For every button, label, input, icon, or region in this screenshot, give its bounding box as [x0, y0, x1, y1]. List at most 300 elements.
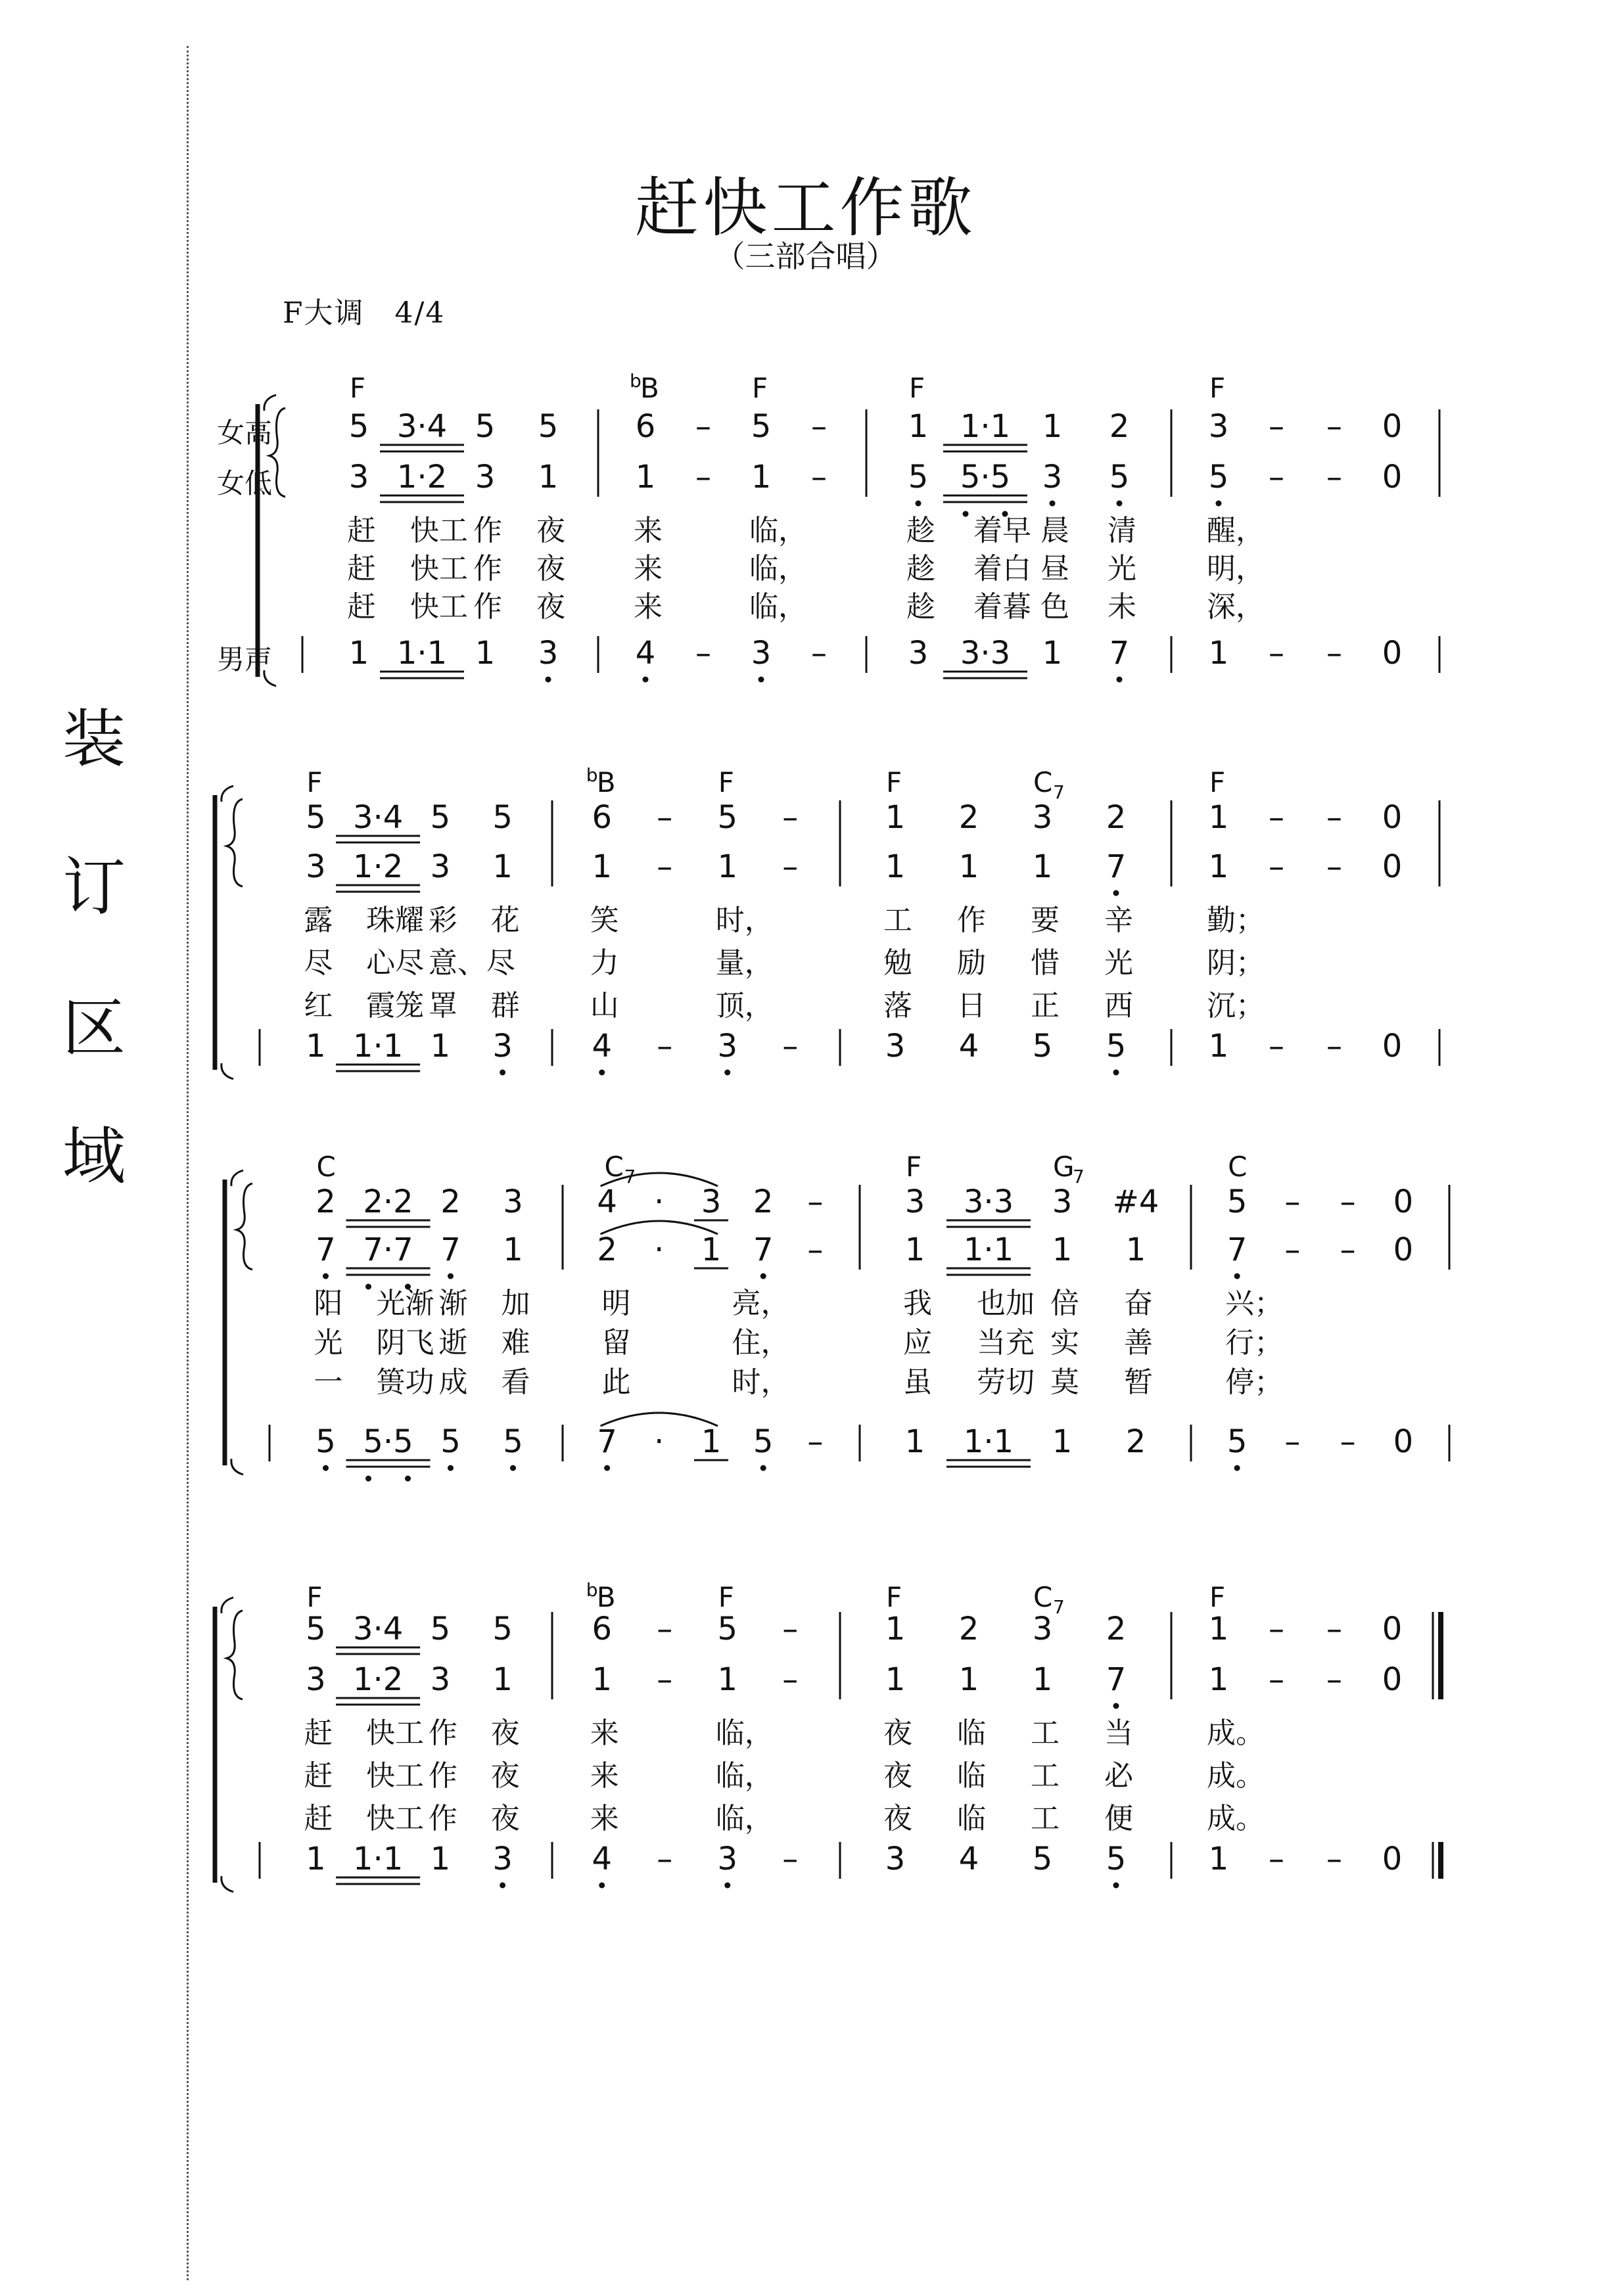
- men-note: –: [1269, 1841, 1284, 1877]
- lyric-verse-3: 山: [590, 989, 619, 1022]
- men-note: 5·5: [363, 1423, 413, 1460]
- lyric-verse-2: 必: [1104, 1759, 1133, 1793]
- alto-note: –: [695, 459, 711, 495]
- lyric-verse-2: 难: [501, 1326, 530, 1360]
- alto-note: 1: [1208, 1661, 1229, 1698]
- alto-note: 1: [1032, 1661, 1053, 1698]
- system-3-bracket-hook: [231, 1459, 243, 1475]
- alto-note: 3: [430, 1661, 451, 1698]
- lyric-verse-2: 工: [1031, 1759, 1060, 1793]
- lyric-verse-1: 阳: [314, 1287, 343, 1320]
- soprano-note: 2: [958, 799, 979, 836]
- lyric-verse-2: 住，: [732, 1326, 790, 1360]
- lyric-verse-1: 作: [957, 904, 986, 937]
- lyric-verse-3: 霞笼: [366, 989, 425, 1022]
- lyric-verse-1: 要: [1031, 904, 1060, 937]
- lyric-verse-3: 临，: [749, 590, 807, 624]
- lyric-verse-3: 落: [883, 989, 912, 1022]
- lyric-verse-1: 作: [473, 514, 502, 547]
- alto-note: –: [782, 848, 799, 885]
- men-note: –: [782, 1028, 799, 1065]
- alto-note: 0: [1393, 1231, 1414, 1268]
- men-note: 5: [1032, 1028, 1053, 1065]
- alto-note: 3: [1042, 459, 1063, 495]
- men-note: 3: [751, 635, 772, 672]
- lyric-verse-1: 露: [304, 904, 333, 937]
- lyric-verse-3: 日: [957, 989, 986, 1022]
- soprano-note: –: [1269, 408, 1284, 445]
- lyric-verse-3: 来: [590, 1802, 619, 1835]
- soprano-note: #4: [1112, 1183, 1159, 1220]
- men-note: 5: [1032, 1841, 1053, 1877]
- lyric-verse-1: 我: [903, 1287, 932, 1320]
- soprano-note: 1: [908, 408, 929, 445]
- binding-area-char-4: 域: [62, 1120, 126, 1193]
- men-note: 4: [635, 635, 656, 672]
- lyric-verse-2: 临: [957, 1759, 986, 1793]
- lyric-verse-1: 快工: [410, 514, 468, 547]
- lyric-verse-2: 当充: [977, 1326, 1035, 1360]
- men-note: 1: [1208, 1841, 1229, 1877]
- chord-symbol: G: [1053, 1151, 1075, 1183]
- binding-area-char-2: 订: [62, 850, 126, 924]
- lyric-verse-2: 来: [634, 552, 663, 585]
- soprano-note: 5: [430, 799, 451, 836]
- key-and-meter: F大调 4/4: [283, 296, 446, 330]
- lyric-verse-1: 也加: [977, 1287, 1035, 1320]
- soprano-note: 1: [1042, 408, 1063, 445]
- lyric-verse-3: 快工: [366, 1802, 425, 1835]
- soprano-note: –: [1284, 1183, 1301, 1220]
- lyric-verse-3: 夜: [536, 590, 565, 624]
- alto-note: –: [1326, 848, 1342, 885]
- lyric-verse-2: 趁: [906, 552, 935, 585]
- part-label-men: 男声: [217, 643, 273, 676]
- lyric-verse-1: 夜: [536, 514, 565, 547]
- lyric-verse-2: 夜: [536, 552, 565, 585]
- men-octave-dot: [1117, 677, 1123, 683]
- alto-octave-dot: [448, 1274, 454, 1279]
- system-2-upper-voices-brace: [227, 799, 243, 886]
- soprano-note: 2: [1109, 408, 1130, 445]
- men-octave-dot: [604, 1465, 610, 1471]
- lyric-verse-3: 时，: [732, 1366, 790, 1399]
- lyric-verse-1: 光渐: [376, 1287, 434, 1320]
- men-note: 5: [503, 1423, 523, 1460]
- lyric-verse-3: 莫: [1050, 1366, 1079, 1399]
- lyric-verse-2: 作: [473, 552, 502, 585]
- chord-symbol: C: [316, 1151, 336, 1183]
- soprano-note: –: [695, 408, 711, 445]
- alto-octave-dot: [1113, 890, 1119, 896]
- lyric-verse-2: 临，: [749, 552, 807, 585]
- chord-symbol: F: [350, 372, 366, 404]
- alto-note: –: [1284, 1231, 1301, 1268]
- men-note: 3: [492, 1028, 513, 1065]
- men-octave-dot: [448, 1465, 454, 1471]
- lyric-verse-1: 兴；: [1225, 1287, 1284, 1320]
- alto-note: 1: [1052, 1231, 1073, 1268]
- men-note: –: [811, 635, 827, 672]
- soprano-note: 2: [753, 1183, 774, 1220]
- men-note: ·: [654, 1423, 665, 1460]
- chord-symbol-subscript: 7: [1073, 1166, 1085, 1187]
- lyric-verse-2: 来: [590, 1759, 619, 1793]
- alto-note: –: [1340, 1231, 1356, 1268]
- lyric-verse-1: 辛: [1104, 904, 1133, 937]
- alto-note: 1·1: [963, 1231, 1014, 1268]
- lyric-verse-2: 意、尽: [428, 946, 515, 980]
- alto-note: –: [657, 848, 673, 885]
- alto-note: –: [1326, 459, 1342, 495]
- alto-note: 3: [306, 848, 326, 885]
- lyric-verse-3: 虽: [903, 1366, 932, 1399]
- men-octave-dot: [405, 1476, 411, 1482]
- men-note: –: [695, 635, 711, 672]
- lyric-verse-3: 色: [1040, 590, 1069, 624]
- soprano-note: 3·4: [396, 408, 448, 445]
- men-note: –: [1340, 1423, 1356, 1460]
- chord-symbol: B: [640, 372, 659, 404]
- men-note: 1·1: [963, 1423, 1014, 1460]
- men-note: 5: [1106, 1841, 1127, 1877]
- lyric-verse-3: 暂: [1124, 1366, 1153, 1399]
- soprano-note: 3·4: [352, 1611, 404, 1647]
- alto-note: 1: [635, 459, 656, 495]
- alto-note: 1: [1125, 1231, 1146, 1268]
- chord-symbol: F: [752, 372, 768, 404]
- lyric-verse-3: 着暮: [973, 590, 1031, 624]
- system-4-bracket-hook: [222, 1597, 233, 1613]
- men-note: 5: [753, 1423, 774, 1460]
- men-note: 3: [492, 1841, 513, 1877]
- soprano-note: 5: [306, 799, 326, 836]
- men-octave-dot: [1113, 1070, 1119, 1076]
- men-note: 7: [1109, 635, 1130, 672]
- men-note: 4: [958, 1841, 979, 1877]
- alto-note: –: [1269, 459, 1284, 495]
- men-note: 4: [958, 1028, 979, 1065]
- men-octave-dot: [546, 677, 551, 683]
- chord-symbol: F: [909, 372, 925, 404]
- lyric-verse-3: 便: [1104, 1802, 1133, 1835]
- lyric-verse-2: 尽: [304, 946, 333, 980]
- men-octave-dot: [599, 1070, 605, 1076]
- lyric-verse-3: 作: [428, 1802, 457, 1835]
- lyric-verse-1: 倍: [1050, 1287, 1079, 1320]
- lyric-verse-2: 着白: [973, 552, 1031, 585]
- lyric-verse-2: 明，: [1207, 552, 1265, 585]
- alto-note: 1: [492, 848, 513, 885]
- lyric-verse-1: 花: [490, 904, 520, 937]
- system-2-bracket-hook: [222, 786, 233, 802]
- soprano-note: –: [782, 1611, 799, 1647]
- men-note: 3: [538, 635, 559, 672]
- men-note: 1: [430, 1841, 451, 1877]
- chord-symbol: B: [596, 766, 616, 798]
- chord-symbol-flat: b: [586, 1579, 598, 1601]
- lyric-verse-3: 正: [1031, 989, 1060, 1022]
- men-octave-dot: [643, 677, 649, 683]
- alto-note: 1: [958, 848, 979, 885]
- alto-note: –: [782, 1661, 799, 1698]
- lyric-verse-3: 停；: [1225, 1366, 1284, 1399]
- alto-note: 0: [1382, 1661, 1403, 1698]
- chord-symbol-flat: b: [586, 764, 598, 786]
- men-octave-dot: [724, 1883, 730, 1889]
- lyric-verse-2: 勉: [883, 946, 912, 980]
- soprano-note: 1: [1208, 799, 1229, 836]
- alto-note: –: [811, 459, 827, 495]
- alto-note: 1: [717, 848, 738, 885]
- song-subtitle: （三部合唱）: [714, 239, 897, 274]
- soprano-note: –: [782, 799, 799, 836]
- chord-symbol: C: [604, 1151, 624, 1183]
- lyric-verse-3: 红: [304, 989, 333, 1022]
- alto-note: 7: [1226, 1231, 1248, 1268]
- men-note: 5: [315, 1423, 336, 1460]
- chord-symbol: F: [886, 766, 902, 798]
- soprano-note: 1: [885, 1611, 906, 1647]
- soprano-note: 5: [492, 1611, 513, 1647]
- men-note: 0: [1393, 1423, 1414, 1460]
- soprano-note: 5: [306, 1611, 326, 1647]
- men-note: –: [807, 1423, 824, 1460]
- alto-octave-dot: [963, 511, 969, 517]
- lyric-verse-3: 一: [314, 1366, 343, 1399]
- lyric-verse-3: 成。: [1207, 1802, 1265, 1835]
- men-note: 1: [1208, 1028, 1229, 1065]
- alto-note: 1: [538, 459, 559, 495]
- soprano-note: 5: [1226, 1183, 1248, 1220]
- lyric-verse-2: 临，: [715, 1759, 774, 1793]
- lyric-verse-2: 留: [601, 1326, 631, 1360]
- men-note: 1·1: [352, 1841, 404, 1877]
- soprano-note: 0: [1382, 799, 1403, 836]
- alto-note: 5: [908, 459, 929, 495]
- lyric-verse-3: 沉；: [1207, 989, 1265, 1022]
- chord-symbol: B: [596, 1581, 616, 1613]
- lyric-verse-2: 快工: [366, 1759, 425, 1793]
- soprano-note: 6: [635, 408, 656, 445]
- lyric-verse-2: 心尽: [366, 946, 425, 980]
- men-note: 0: [1382, 635, 1403, 672]
- lyric-verse-3: 快工: [410, 590, 468, 624]
- soprano-note: 3·4: [352, 799, 404, 836]
- chord-symbol: C: [1228, 1151, 1248, 1183]
- lyric-verse-1: 清: [1108, 514, 1136, 547]
- alto-note: 1: [958, 1661, 979, 1698]
- men-octave-dot: [365, 1476, 371, 1482]
- lyric-verse-1: 明: [601, 1287, 631, 1320]
- men-note: 3: [885, 1028, 906, 1065]
- alto-note: 5·5: [960, 459, 1011, 495]
- men-note: 5: [440, 1423, 461, 1460]
- lyric-verse-2: 惜: [1031, 946, 1060, 980]
- lyric-verse-3: 来: [634, 590, 663, 624]
- lyric-verse-1: 醒，: [1207, 514, 1265, 547]
- soprano-note: 2·2: [363, 1183, 413, 1220]
- soprano-note: 5: [717, 799, 738, 836]
- soprano-note: 2: [315, 1183, 336, 1220]
- soprano-note: 2: [440, 1183, 461, 1220]
- men-note: –: [657, 1028, 673, 1065]
- men-note: 2: [1125, 1423, 1146, 1460]
- lyric-verse-1: 亮，: [732, 1287, 790, 1320]
- lyric-verse-3: 作: [473, 590, 502, 624]
- soprano-note: 3: [701, 1183, 722, 1220]
- alto-note: 1: [592, 1661, 613, 1698]
- part-label-soprano: 女高: [217, 417, 273, 449]
- soprano-note: –: [811, 408, 827, 445]
- soprano-note: 6: [592, 799, 613, 836]
- alto-note: 7: [753, 1231, 774, 1268]
- lyric-verse-2: 光: [314, 1326, 343, 1360]
- lyric-verse-3: 赶: [347, 590, 376, 624]
- soprano-note: 3: [503, 1183, 523, 1220]
- chord-symbol: F: [886, 1581, 902, 1613]
- lyric-verse-1: 当: [1104, 1716, 1133, 1750]
- men-octave-dot: [724, 1070, 730, 1076]
- men-note: 7: [597, 1423, 617, 1460]
- chord-symbol: F: [306, 766, 323, 798]
- soprano-note: 3: [1208, 408, 1229, 445]
- lyric-verse-1: 来: [590, 1716, 619, 1750]
- lyric-verse-2: 夜: [883, 1759, 912, 1793]
- soprano-note: –: [807, 1183, 824, 1220]
- soprano-note: 3: [904, 1183, 925, 1220]
- men-note: –: [1269, 1028, 1284, 1065]
- lyric-verse-2: 阴；: [1207, 946, 1265, 980]
- soprano-note: 3: [1032, 1611, 1053, 1647]
- song-title: 赶快工作歌: [634, 171, 977, 246]
- men-octave-dot: [323, 1465, 329, 1471]
- men-note: –: [1284, 1423, 1301, 1460]
- chord-symbol: F: [1209, 766, 1226, 798]
- chord-symbol: F: [306, 1581, 323, 1613]
- soprano-note: –: [1326, 408, 1342, 445]
- chord-symbol: F: [718, 1581, 734, 1613]
- men-note: 4: [592, 1028, 613, 1065]
- chord-symbol-subscript: 7: [1053, 1596, 1065, 1618]
- soprano-note: 1: [1208, 1611, 1229, 1647]
- lyric-verse-1: 快工: [366, 1716, 425, 1750]
- system-3-bracket-hook: [231, 1170, 243, 1186]
- men-note: 3·3: [960, 635, 1011, 672]
- soprano-note: 3: [1052, 1183, 1073, 1220]
- lyric-verse-2: 阴飞: [376, 1326, 434, 1360]
- alto-note: 7: [1106, 848, 1127, 885]
- lyric-verse-1: 成。: [1207, 1716, 1265, 1750]
- chord-symbol: F: [1209, 372, 1226, 404]
- alto-note: 7: [315, 1231, 336, 1268]
- alto-note: 1: [1032, 848, 1053, 885]
- alto-note: 1: [717, 1661, 738, 1698]
- alto-octave-dot: [1050, 501, 1056, 507]
- chord-symbol: C: [1033, 766, 1053, 798]
- lyric-verse-1: 时，: [715, 904, 774, 937]
- men-note: 1: [904, 1423, 925, 1460]
- lyric-verse-2: 善: [1124, 1326, 1153, 1360]
- lyric-verse-3: 篑功: [376, 1366, 434, 1399]
- alto-note: 5: [1208, 459, 1229, 495]
- alto-note: 1: [885, 848, 906, 885]
- lyric-verse-3: 工: [1031, 1802, 1060, 1835]
- soprano-note: 0: [1382, 1611, 1403, 1647]
- chord-symbol: F: [1209, 1581, 1226, 1613]
- men-note: 1: [306, 1028, 326, 1065]
- alto-note: 1: [592, 848, 613, 885]
- soprano-note: 5: [538, 408, 559, 445]
- lyric-verse-1: 临，: [749, 514, 807, 547]
- soprano-note: –: [657, 799, 673, 836]
- lyric-verse-1: 彩: [428, 904, 457, 937]
- chord-symbol-subscript: 7: [1053, 781, 1065, 803]
- lyric-verse-2: 夜: [490, 1759, 520, 1793]
- lyric-verse-3: 临: [957, 1802, 986, 1835]
- men-octave-dot: [500, 1070, 505, 1076]
- lyric-verse-3: 西: [1104, 989, 1133, 1022]
- men-octave-dot: [599, 1883, 605, 1889]
- chord-symbol: F: [718, 766, 734, 798]
- men-note: 1: [348, 635, 369, 672]
- soprano-note: 2: [1106, 1611, 1127, 1647]
- alto-octave-dot: [323, 1274, 329, 1279]
- lyric-verse-2: 行；: [1225, 1326, 1284, 1360]
- soprano-note: 3·3: [963, 1183, 1014, 1220]
- soprano-note: 0: [1382, 408, 1403, 445]
- alto-note: 3: [430, 848, 451, 885]
- men-octave-dot: [500, 1883, 505, 1889]
- men-note: 1: [1052, 1423, 1073, 1460]
- lyric-verse-2: 力: [590, 946, 619, 980]
- alto-note: 1: [503, 1231, 523, 1268]
- soprano-note: 4: [597, 1183, 617, 1220]
- lyric-verse-3: 夜: [490, 1802, 520, 1835]
- men-note: 1: [306, 1841, 326, 1877]
- men-note: 5: [1226, 1423, 1248, 1460]
- chord-symbol-subscript: 7: [624, 1166, 636, 1187]
- lyric-verse-3: 劳切: [977, 1366, 1035, 1399]
- alto-note: 1·2: [352, 1661, 404, 1698]
- alto-note: 0: [1382, 459, 1403, 495]
- alto-note: 1·2: [396, 459, 448, 495]
- binding-area-char-3: 区: [62, 992, 126, 1065]
- alto-note: –: [807, 1231, 824, 1268]
- soprano-note: 0: [1393, 1183, 1414, 1220]
- lyric-verse-1: 勤；: [1207, 904, 1265, 937]
- lyric-verse-2: 实: [1050, 1326, 1079, 1360]
- system-1-bracket-hook: [264, 395, 276, 411]
- alto-note: 7·7: [363, 1231, 413, 1268]
- alto-note: 1: [751, 459, 772, 495]
- lyric-verse-1: 作: [428, 1716, 457, 1750]
- soprano-note: –: [1326, 1611, 1342, 1647]
- lyric-verse-1: 赶: [347, 514, 376, 547]
- alto-note: ·: [654, 1231, 665, 1268]
- lyric-verse-3: 此: [601, 1366, 631, 1399]
- men-note: 0: [1382, 1028, 1403, 1065]
- alto-note: 1·2: [352, 848, 404, 885]
- system-3-upper-voices-brace: [237, 1183, 252, 1270]
- soprano-note: 2: [1106, 799, 1127, 836]
- lyric-verse-1: 临，: [715, 1716, 774, 1750]
- lyric-verse-1: 着早: [973, 514, 1031, 547]
- lyric-verse-2: 快工: [410, 552, 468, 585]
- lyric-verse-2: 昼: [1040, 552, 1069, 585]
- lyric-verse-1: 工: [1031, 1716, 1060, 1750]
- lyric-verse-2: 光: [1104, 946, 1133, 980]
